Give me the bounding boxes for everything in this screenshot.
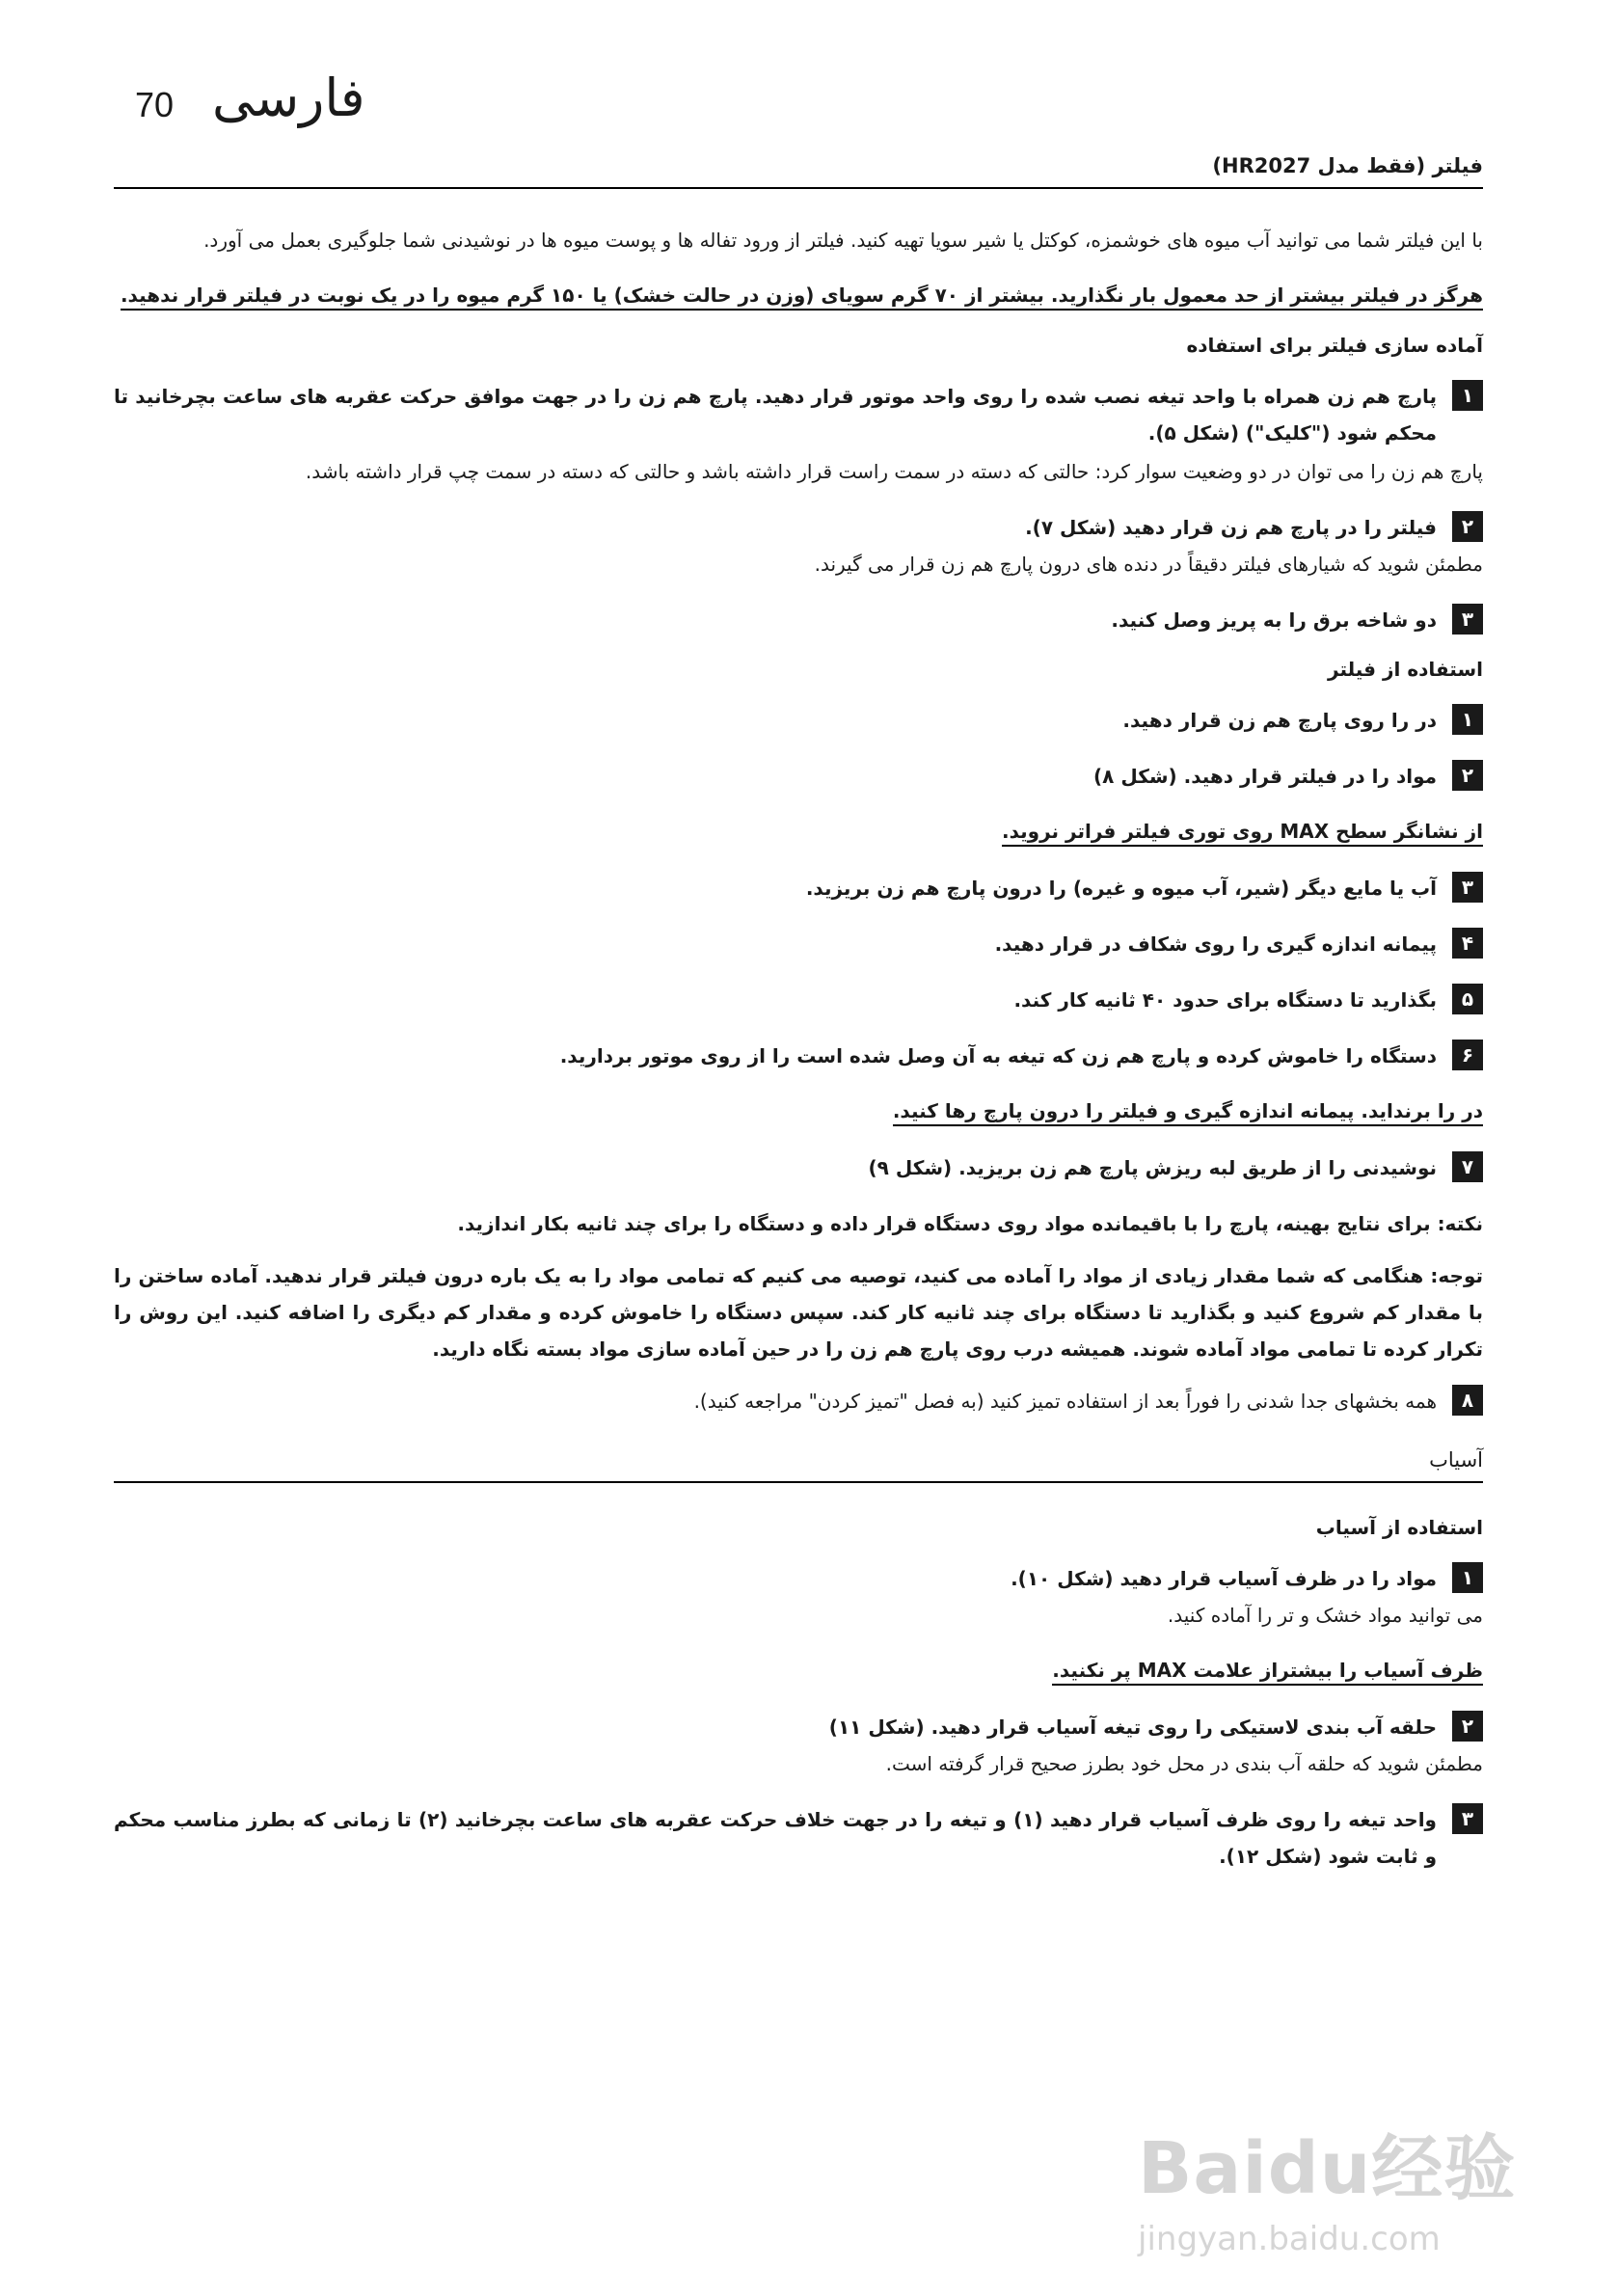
step-number: ۸ xyxy=(1452,1385,1483,1416)
mill-step-2 xyxy=(114,1709,1483,1745)
step-number: ۷ xyxy=(1452,1151,1483,1182)
step-text: مواد را در فیلتر قرار دهید. (شکل ۸) xyxy=(1093,765,1437,788)
prep-step-1 xyxy=(114,378,1483,451)
step-text: پیمانه اندازه گیری را روی شکاف در قرار دهید. xyxy=(994,932,1437,956)
step-text: مواد را در ظرف آسیاب قرار دهید (شکل ۱۰). xyxy=(1011,1567,1437,1590)
use-step-7 xyxy=(114,1149,1483,1186)
step-text: حلقه آب بندی لاستیکی را روی تیغه آسیاب قرار دهید. (شکل ۱۱) xyxy=(828,1715,1437,1739)
use-title: استفاده از فیلتر xyxy=(1328,658,1483,681)
warning-mill-max: ظرف آسیاب را بیشتراز علامت MAX پر نکنید. xyxy=(114,1653,1483,1688)
use-step-1 xyxy=(114,702,1483,739)
watermark-url: jingyan.baidu.com xyxy=(1138,2220,1441,2258)
section-title-mill: آسیاب xyxy=(114,1448,1483,1483)
step-text: همه بخشهای جدا شدنی را فوراً بعد از استفاده تمیز کنید (به فصل "تمیز کردن" مراجعه کنید). xyxy=(693,1390,1437,1413)
step-text: واحد تیغه را روی ظرف آسیاب قرار دهید (۱) و تیغه را در جهت خلاف حرکت عقربه های ساعت بچرخانید (۲) تا زمانی که بطرز مناسب محکم و ثابت شود (شکل ۱۲). xyxy=(114,1808,1437,1868)
use-step-5 xyxy=(114,982,1483,1018)
mill-step-1 xyxy=(114,1560,1483,1597)
use-step-2 xyxy=(114,758,1483,795)
step-number: ۲ xyxy=(1452,1711,1483,1742)
step-text: آب یا مایع دیگر (شیر، آب میوه و غیره) را درون پارچ هم زن بریزید. xyxy=(805,877,1437,900)
mill-title: استفاده از آسیاب xyxy=(1315,1516,1483,1539)
step-number: ۴ xyxy=(1452,928,1483,959)
step-number: ۲ xyxy=(1452,511,1483,542)
step-text: دو شاخه برق را به پریز وصل کنید. xyxy=(1111,608,1437,632)
use-step-4 xyxy=(114,926,1483,962)
use-step-6 xyxy=(114,1038,1483,1074)
step-text: نوشیدنی را از طریق لبه ریزش پارچ هم زن بریزید. (شکل ۹) xyxy=(868,1156,1437,1179)
warning-overload: هرگز در فیلتر بیشتر از حد معمول بار نگذارید. بیشتر از ۷۰ گرم سویای (وزن در حالت خشک) یا ۱۵۰ گرم میوه را در یک نوبت در فیلتر قرار ندهید. xyxy=(114,278,1483,312)
step-number: ۳ xyxy=(1452,604,1483,635)
tip-note: نکته: برای نتایج بهینه، پارچ را با باقیمانده مواد روی دستگاه قرار داده و دستگاه را برای چند ثانیه بکار اندازید. xyxy=(457,1212,1483,1235)
language-title: فارسی xyxy=(212,68,365,128)
warning-lid: در را برنداید. پیمانه اندازه گیری و فیلتر را درون پارچ رها کنید. xyxy=(114,1094,1483,1128)
prep-step-3 xyxy=(114,602,1483,638)
warning-max-filter: از نشانگر سطح MAX روی توری فیلتر فراتر نروید. xyxy=(114,814,1483,849)
page-header xyxy=(135,68,424,133)
step-number: ۶ xyxy=(1452,1040,1483,1070)
section-title-filter: فیلتر (فقط مدل HR2027) xyxy=(114,154,1483,189)
prep-step-1-note: پارچ هم زن را می توان در دو وضعیت سوار کرد: حالتی که دسته در سمت راست قرار داشته باشد و حالتی که دسته در سمت چپ قرار داشته باشد. xyxy=(305,460,1483,483)
page-number: 70 xyxy=(135,85,175,124)
step-number: ۲ xyxy=(1452,760,1483,791)
use-step-8 xyxy=(114,1383,1483,1419)
step-number: ۱ xyxy=(1452,1562,1483,1593)
step-number: ۳ xyxy=(1452,1803,1483,1834)
mill-step-3 xyxy=(114,1801,1483,1875)
step-number: ۱ xyxy=(1452,704,1483,735)
caution-note: توجه: هنگامی که شما مقدار زیادی از مواد را آماده می کنید، توصیه می کنیم که تمامی مواد را به یک باره درون فیلتر قرار ندهید. آماده ساختن را با مقدار کم شروع کنید و بگذارید تا دستگاه برای چند ثانیه کار کند. سپس دستگاه را خاموش کرده و مقدار کم دیگری را اضافه کنید. این روش را تکرار کرده تا تمامی مواد آماده شوند. همیشه درب روی پارچ هم زن را در حین آماده سازی مواد بسته نگاه دارید. xyxy=(114,1264,1483,1361)
step-text: دستگاه را خاموش کرده و پارچ هم زن که تیغه به آن وصل شده است را از روی موتور بردارید. xyxy=(559,1044,1437,1067)
step-text: پارچ هم زن همراه با واحد تیغه نصب شده را روی واحد موتور قرار دهید. پارچ هم زن را در جهت موافق حرکت عقربه های ساعت بچرخانید تا محکم شود ("کلیک") (شکل ۵). xyxy=(114,385,1437,445)
step-number: ۵ xyxy=(1452,984,1483,1014)
mill-step-1-note: می توانید مواد خشک و تر را آماده کنید. xyxy=(1167,1604,1483,1627)
step-text: فیلتر را در پارچ هم زن قرار دهید (شکل ۷). xyxy=(1025,516,1437,539)
mill-step-2-note: مطمئن شوید که حلقه آب بندی در محل خود بطرز صحیح قرار گرفته است. xyxy=(885,1752,1483,1775)
watermark-logo: Baidu经验 xyxy=(1138,2127,1517,2210)
prep-step-2 xyxy=(114,509,1483,546)
use-step-3 xyxy=(114,870,1483,906)
step-number: ۳ xyxy=(1452,872,1483,903)
step-text: در را روی پارچ هم زن قرار دهید. xyxy=(1122,709,1437,732)
step-text: بگذارید تا دستگاه برای حدود ۴۰ ثانیه کار کند. xyxy=(1013,988,1437,1012)
prep-title: آماده سازی فیلتر برای استفاده xyxy=(1186,334,1483,357)
baidu-watermark xyxy=(1138,2112,1562,2276)
prep-step-2-note: مطمئن شوید که شیارهای فیلتر دقیقاً در دنده های درون پارچ هم زن قرار می گیرند. xyxy=(814,553,1483,576)
intro-paragraph: با این فیلتر شما می توانید آب میوه های خوشمزه، کوکتل یا شیر سویا تهیه کنید. فیلتر از ورود تفاله ها و پوست میوه ها در نوشیدنی شما جلوگیری بعمل می آورد. xyxy=(203,229,1483,252)
document-body xyxy=(114,154,1483,1894)
step-number: ۱ xyxy=(1452,380,1483,411)
